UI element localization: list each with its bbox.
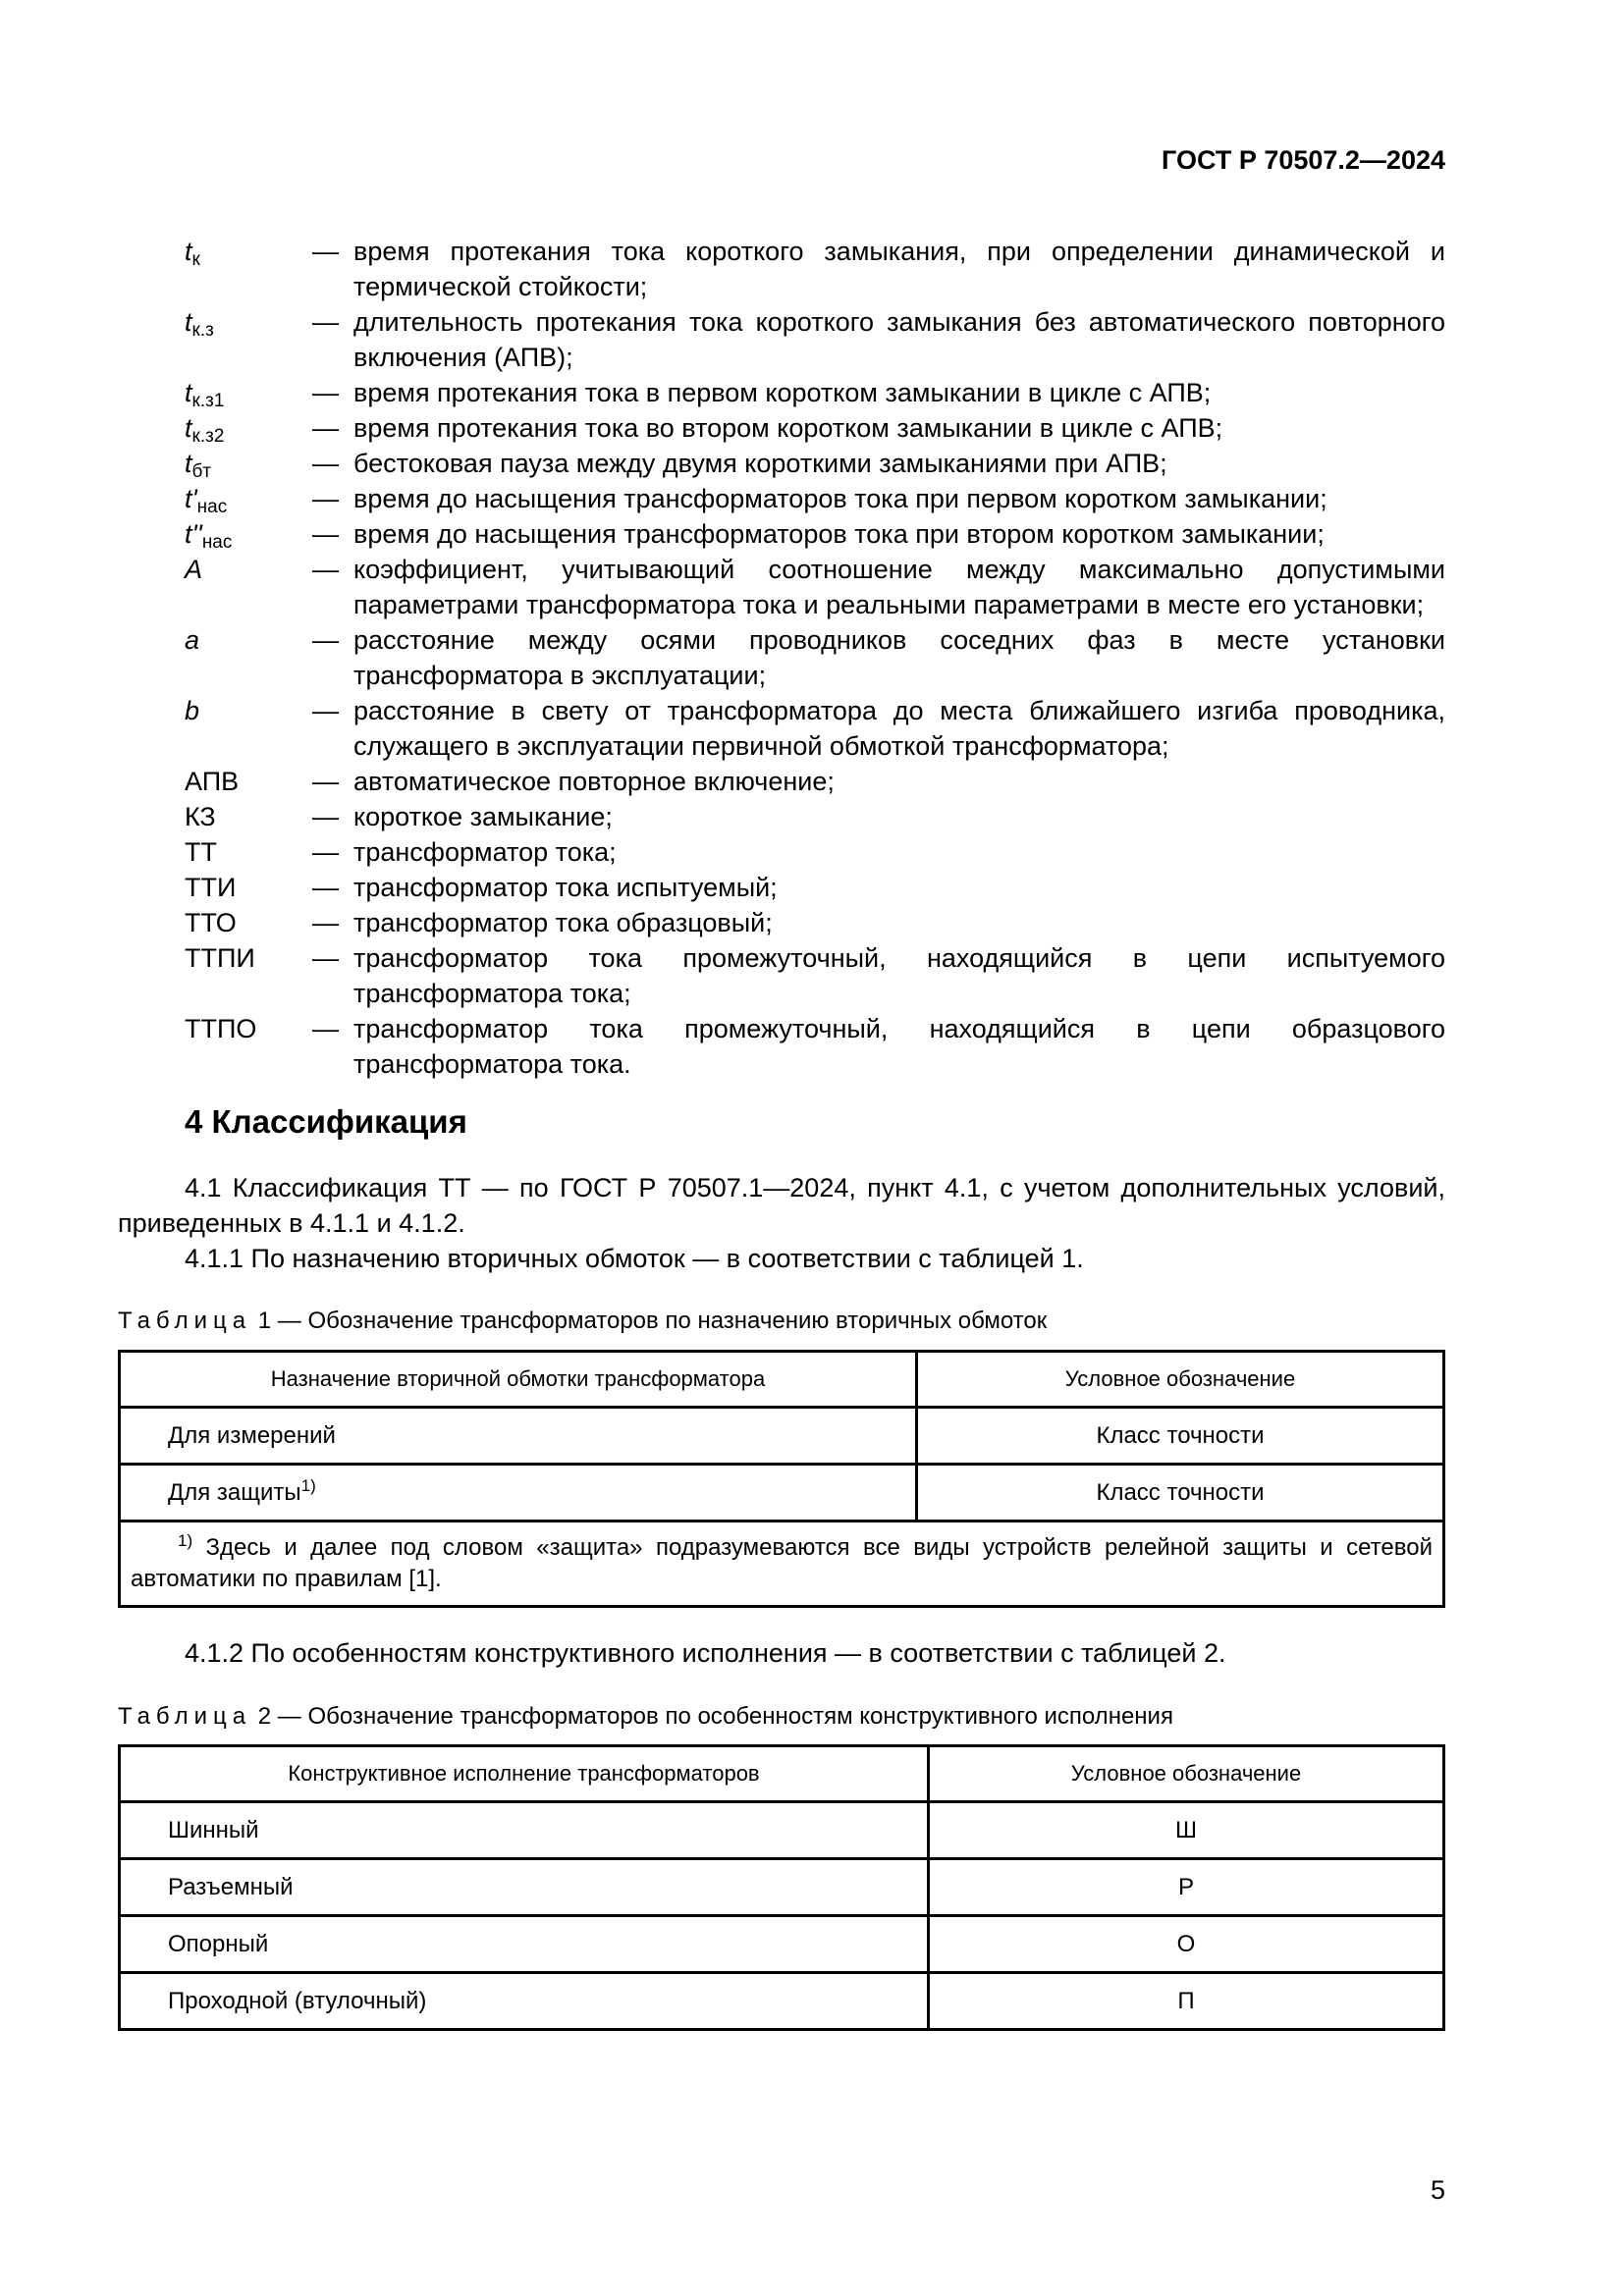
- paragraph-4-1-1: 4.1.1 По назначению вторичных обмоток — в соответствии с таблицей 1.: [185, 1244, 1084, 1273]
- definition-dash: —: [312, 625, 339, 655]
- definition-text: время до насыщения трансформаторов тока при втором коротком замыкании;: [353, 519, 1325, 549]
- table1: [118, 1350, 1445, 1608]
- definition-item: [185, 834, 1445, 870]
- table2-cell-designation: Ш: [929, 1802, 1444, 1859]
- definition-text: коэффициент, учитывающий соотношение между максимально допустимыми параметрами трансформатора тока и реальными параметрами в месте его установки;: [353, 555, 1445, 619]
- definition-text: трансформатор тока промежуточный, находящийся в цепи испытуемого трансформатора тока;: [353, 943, 1445, 1008]
- definition-text: время протекания тока в первом коротком замыкании в цикле с АПВ;: [353, 378, 1212, 407]
- definitions-list: [185, 234, 1445, 1082]
- definition-symbol: A: [185, 555, 203, 584]
- definition-text: время до насыщения трансформаторов тока при первом коротком замыкании;: [353, 484, 1327, 513]
- table2-cell-designation: О: [929, 1916, 1444, 1973]
- definition-item: [185, 799, 1445, 834]
- definition-symbol: ТТПО: [185, 1014, 257, 1043]
- definition-symbol: ТТ: [185, 837, 217, 867]
- definition-text: время протекания тока короткого замыкания, при определении динамической и термической стойкости;: [353, 237, 1445, 301]
- footnote-mark: 1): [178, 1531, 193, 1550]
- definition-symbol: $t_к$: [185, 237, 200, 270]
- table1-header-purpose: Назначение вторичной обмотки трансформатора: [120, 1352, 917, 1408]
- definition-dash: —: [312, 449, 339, 478]
- definition-item: [185, 940, 1445, 1011]
- table-header-row: [120, 1746, 1444, 1802]
- definition-symbol: b: [185, 696, 200, 725]
- definition-item: [185, 410, 1445, 446]
- definition-text: расстояние в свету от трансформатора до места ближайшего изгиба проводника, служащего в эксплуатации первичной обмоткой трансформатора;: [353, 696, 1445, 761]
- table2-caption-text: 2 — Обозначение трансформаторов по особенностям конструктивного исполнения: [251, 1703, 1173, 1730]
- paragraph-4-1-2: 4.1.2 По особенностям конструктивного исполнения — в соответствии с таблицей 2.: [185, 1638, 1226, 1668]
- paragraph-4-1: 4.1 Классификация ТТ — по ГОСТ Р 70507.1—2024, пункт 4.1, с учетом дополнительных условий, приведенных в 4.1.1 и 4.1.2.: [118, 1173, 1445, 1238]
- footnote-ref: 1): [300, 1475, 316, 1495]
- definition-symbol: ТТПИ: [185, 943, 255, 973]
- definition-symbol: $t_{к.з2}$: [185, 413, 225, 447]
- table-row: [120, 1916, 1444, 1973]
- definition-item: [185, 622, 1445, 693]
- table-row: [120, 1802, 1444, 1859]
- definition-dash: —: [312, 873, 339, 902]
- definition-dash: —: [312, 943, 339, 973]
- definition-item: [185, 870, 1445, 905]
- definition-dash: —: [312, 555, 339, 584]
- table2-header-designation: Условное обозначение: [929, 1746, 1444, 1802]
- definition-symbol: a: [185, 625, 200, 655]
- table1-header-designation: Условное обозначение: [917, 1352, 1444, 1408]
- definition-item: [185, 446, 1445, 481]
- table2: [118, 1744, 1445, 2031]
- definition-dash: —: [312, 696, 339, 725]
- definition-dash: —: [312, 519, 339, 549]
- definition-item: [185, 1011, 1445, 1082]
- section-title: 4 Классификация: [185, 1103, 467, 1140]
- definition-item: [185, 375, 1445, 410]
- definition-text: бестоковая пауза между двумя короткими замыканиями при АПВ;: [353, 449, 1167, 478]
- definition-dash: —: [312, 908, 339, 937]
- definition-item: [185, 764, 1445, 799]
- definition-item: [185, 481, 1445, 516]
- table-row: [120, 1408, 1444, 1465]
- definition-dash: —: [312, 378, 339, 407]
- definition-item: [185, 905, 1445, 940]
- definition-item: [185, 693, 1445, 764]
- definition-text: время протекания тока во втором коротком замыкании в цикле с АПВ;: [353, 413, 1223, 443]
- definition-symbol: $t_{бт}$: [185, 449, 212, 482]
- definition-symbol: ТТО: [185, 908, 237, 937]
- document-id: ГОСТ Р 70507.2—2024: [1162, 145, 1445, 175]
- table-row: [120, 1859, 1444, 1916]
- table2-header-design: Конструктивное исполнение трансформаторов: [120, 1746, 929, 1802]
- table2-caption: [118, 1703, 1173, 1731]
- table1-cell-purpose: Для измерений: [120, 1408, 917, 1465]
- footnote-text: Здесь и далее под словом «защита» подразумеваются все виды устройств релейной защиты и сетевой автоматики по правилам [1].: [131, 1534, 1433, 1592]
- table2-cell-designation: Р: [929, 1859, 1444, 1916]
- table2-cell-design: Разъемный: [120, 1859, 929, 1916]
- table1-cell-designation: Класс точности: [917, 1465, 1444, 1522]
- table1-caption-word: Таблица: [118, 1308, 252, 1334]
- table1-footnote: [120, 1522, 1444, 1607]
- definition-dash: —: [312, 1014, 339, 1043]
- table2-cell-design: Шинный: [120, 1802, 929, 1859]
- table1-cell-designation: Класс точности: [917, 1408, 1444, 1465]
- definition-text: короткое замыкание;: [353, 802, 613, 831]
- definition-text: расстояние между осями проводников соседних фаз в месте установки трансформатора в эксплуатации;: [353, 625, 1445, 690]
- table2-cell-designation: П: [929, 1973, 1444, 2030]
- definition-text: трансформатор тока образцовый;: [353, 908, 773, 937]
- table2-cell-design: Опорный: [120, 1916, 929, 1973]
- definition-symbol: КЗ: [185, 802, 216, 831]
- definition-text: длительность протекания тока короткого замыкания без автоматического повторного включения (АПВ);: [353, 307, 1445, 372]
- table1-cell-purpose: Для защиты$^{1)}$: [120, 1465, 917, 1522]
- definition-text: трансформатор тока промежуточный, находящийся в цепи образцового трансформатора тока.: [353, 1014, 1445, 1079]
- definition-symbol: $t'_{нас}$: [185, 484, 228, 517]
- table1-caption: [118, 1308, 1047, 1335]
- definition-item: [185, 234, 1445, 304]
- definition-dash: —: [312, 837, 339, 867]
- definition-text: трансформатор тока испытуемый;: [353, 873, 778, 902]
- table1-footnote-row: [120, 1522, 1444, 1607]
- table-row: [120, 1973, 1444, 2030]
- definition-dash: —: [312, 802, 339, 831]
- table-row: [120, 1465, 1444, 1522]
- definition-dash: —: [312, 413, 339, 443]
- definition-symbol: АПВ: [185, 767, 240, 796]
- definition-item: [185, 552, 1445, 622]
- definition-text: трансформатор тока;: [353, 837, 617, 867]
- definition-symbol: $t_{к.з1}$: [185, 378, 225, 411]
- definition-dash: —: [312, 767, 339, 796]
- table-header-row: [120, 1352, 1444, 1408]
- definition-item: [185, 516, 1445, 552]
- definition-symbol: ТТИ: [185, 873, 237, 902]
- definition-text: автоматическое повторное включение;: [353, 767, 835, 796]
- page-number: 5: [1430, 2175, 1445, 2205]
- definition-dash: —: [312, 307, 339, 337]
- definition-symbol: $t''_{нас}$: [185, 519, 233, 553]
- table2-cell-design: Проходной (втулочный): [120, 1973, 929, 2030]
- definition-symbol: $t_{к.з}$: [185, 307, 214, 341]
- table2-caption-word: Таблица: [118, 1703, 252, 1730]
- definition-dash: —: [312, 237, 339, 266]
- definition-dash: —: [312, 484, 339, 513]
- definition-item: [185, 304, 1445, 375]
- table1-caption-text: 1 — Обозначение трансформаторов по назначению вторичных обмоток: [251, 1308, 1048, 1334]
